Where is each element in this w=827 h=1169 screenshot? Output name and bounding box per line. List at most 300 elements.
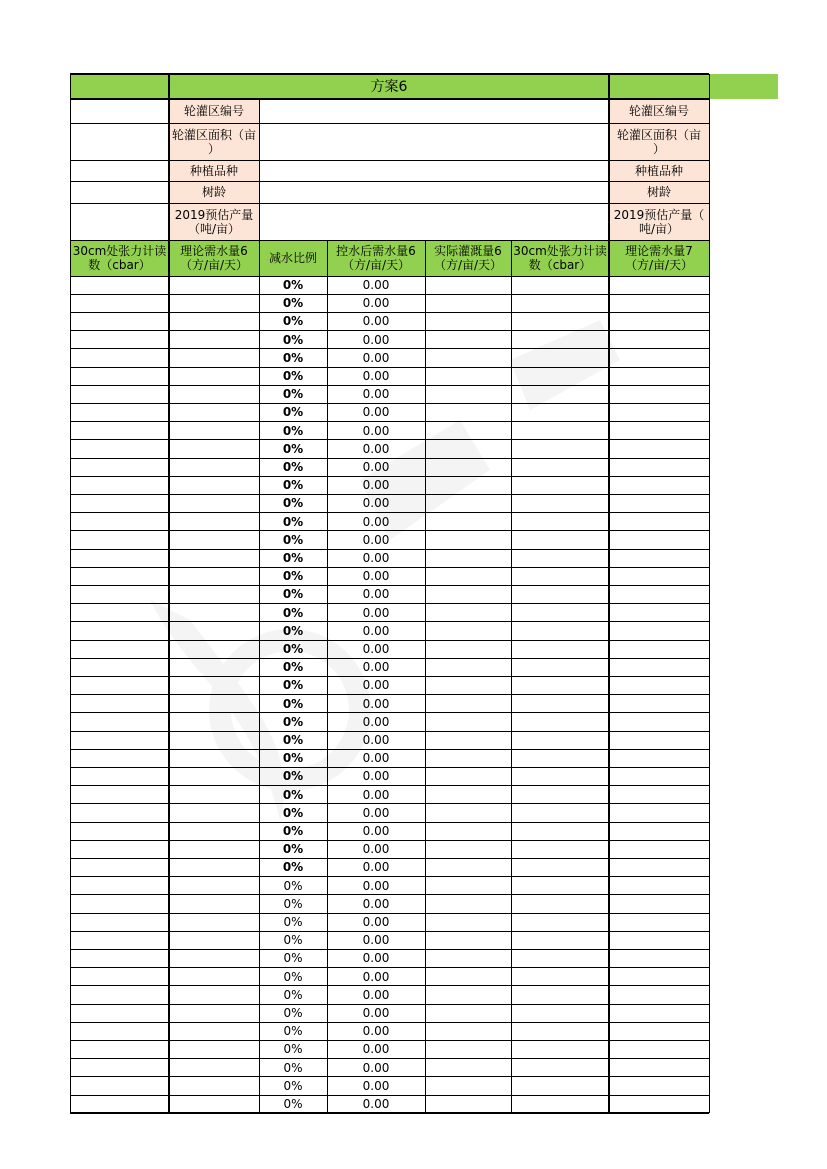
table-cell[interactable] — [70, 513, 169, 531]
table-cell[interactable] — [169, 622, 259, 640]
reduction-ratio-cell[interactable]: 0% — [283, 915, 303, 930]
info-label[interactable]: 轮灌区编号 — [169, 99, 259, 123]
water-after-control-cell[interactable]: 0.00 — [362, 1097, 390, 1112]
info-label[interactable]: 轮灌区面积（亩 ） — [169, 123, 259, 160]
table-cell[interactable] — [425, 858, 511, 876]
info-label-right[interactable]: 种植品种 — [609, 160, 709, 181]
table-cell[interactable] — [609, 1004, 709, 1022]
table-cell[interactable] — [609, 604, 709, 622]
reduction-ratio-cell[interactable]: 0% — [283, 1042, 303, 1057]
table-cell[interactable] — [609, 1022, 709, 1040]
water-after-control-cell[interactable]: 0.00 — [362, 569, 390, 584]
table-cell[interactable] — [425, 640, 511, 658]
reduction-ratio-cell[interactable]: 0% — [283, 933, 303, 948]
title-left-cell[interactable] — [70, 74, 169, 99]
table-cell[interactable] — [70, 494, 169, 512]
water-after-control-cell[interactable]: 0.00 — [362, 1078, 390, 1093]
reduction-ratio-cell[interactable]: 0% — [282, 660, 304, 675]
table-cell[interactable] — [425, 458, 511, 476]
reduction-ratio-cell[interactable]: 0% — [282, 678, 304, 693]
table-cell[interactable] — [169, 1095, 259, 1113]
reduction-ratio-cell[interactable]: 0% — [282, 369, 304, 384]
info-label-right[interactable]: 2019预估产量（ 吨/亩） — [609, 203, 709, 240]
table-cell[interactable] — [511, 731, 609, 749]
reduction-ratio-cell[interactable]: 0% — [283, 1078, 303, 1093]
table-cell[interactable] — [609, 476, 709, 494]
table-cell[interactable] — [425, 513, 511, 531]
table-cell[interactable] — [511, 1077, 609, 1095]
water-after-control-cell[interactable]: 0.00 — [362, 405, 390, 420]
table-cell[interactable] — [425, 494, 511, 512]
table-cell[interactable] — [70, 1040, 169, 1058]
water-after-control-cell[interactable]: 0.00 — [362, 787, 390, 802]
water-after-control-cell[interactable]: 0.00 — [362, 951, 390, 966]
table-cell[interactable] — [511, 476, 609, 494]
table-cell[interactable] — [425, 767, 511, 785]
table-cell[interactable] — [511, 367, 609, 385]
table-cell[interactable] — [169, 312, 259, 330]
table-cell[interactable] — [511, 458, 609, 476]
reduction-ratio-cell[interactable]: 0% — [282, 696, 304, 711]
table-cell[interactable] — [425, 804, 511, 822]
table-cell[interactable] — [70, 312, 169, 330]
table-cell[interactable] — [511, 513, 609, 531]
reduction-ratio-cell[interactable]: 0% — [283, 1097, 303, 1112]
table-cell[interactable] — [169, 676, 259, 694]
table-cell[interactable] — [609, 786, 709, 804]
table-cell[interactable] — [425, 440, 511, 458]
table-cell[interactable] — [425, 422, 511, 440]
table-cell[interactable] — [169, 749, 259, 767]
table-cell[interactable] — [70, 1077, 169, 1095]
table-cell[interactable] — [511, 494, 609, 512]
table-cell[interactable] — [609, 731, 709, 749]
table-cell[interactable] — [425, 312, 511, 330]
water-after-control-cell[interactable]: 0.00 — [362, 551, 390, 566]
table-cell[interactable] — [425, 476, 511, 494]
table-cell[interactable] — [609, 695, 709, 713]
table-cell[interactable] — [70, 749, 169, 767]
reduction-ratio-cell[interactable]: 0% — [282, 569, 304, 584]
table-cell[interactable] — [70, 840, 169, 858]
table-cell[interactable] — [169, 968, 259, 986]
table-cell[interactable] — [425, 276, 511, 294]
table-cell[interactable] — [609, 913, 709, 931]
water-after-control-cell[interactable]: 0.00 — [362, 987, 390, 1002]
reduction-ratio-cell[interactable]: 0% — [282, 605, 304, 620]
column-header[interactable]: 理论需水量6 （方/亩/天） — [169, 240, 259, 276]
water-after-control-cell[interactable]: 0.00 — [362, 969, 390, 984]
table-cell[interactable] — [169, 567, 259, 585]
table-cell[interactable] — [70, 658, 169, 676]
table-cell[interactable] — [425, 877, 511, 895]
reduction-ratio-cell[interactable]: 0% — [282, 623, 304, 638]
table-cell[interactable] — [70, 403, 169, 421]
table-cell[interactable] — [70, 949, 169, 967]
table-cell[interactable] — [609, 676, 709, 694]
table-cell[interactable] — [70, 476, 169, 494]
reduction-ratio-cell[interactable]: 0% — [282, 824, 304, 839]
water-after-control-cell[interactable]: 0.00 — [362, 387, 390, 402]
table-cell[interactable] — [425, 604, 511, 622]
table-cell[interactable] — [609, 840, 709, 858]
table-cell[interactable] — [609, 931, 709, 949]
reduction-ratio-cell[interactable]: 0% — [282, 496, 304, 511]
column-header[interactable]: 30cm处张力计读 数（cbar） — [511, 240, 609, 276]
table-cell[interactable] — [511, 331, 609, 349]
table-cell[interactable] — [425, 349, 511, 367]
table-cell[interactable] — [70, 294, 169, 312]
water-after-control-cell[interactable]: 0.00 — [362, 642, 390, 657]
table-cell[interactable] — [511, 986, 609, 1004]
table-cell[interactable] — [609, 822, 709, 840]
table-cell[interactable] — [609, 331, 709, 349]
reduction-ratio-cell[interactable]: 0% — [282, 751, 304, 766]
table-cell[interactable] — [70, 422, 169, 440]
table-cell[interactable] — [70, 604, 169, 622]
table-cell[interactable] — [511, 1022, 609, 1040]
water-after-control-cell[interactable]: 0.00 — [362, 751, 390, 766]
table-cell[interactable] — [425, 658, 511, 676]
column-header[interactable]: 实际灌溉量6 （方/亩/天） — [425, 240, 511, 276]
table-cell[interactable] — [70, 877, 169, 895]
table-cell[interactable] — [169, 585, 259, 603]
reduction-ratio-cell[interactable]: 0% — [282, 587, 304, 602]
table-cell[interactable] — [609, 349, 709, 367]
info-label-right[interactable]: 树龄 — [609, 181, 709, 203]
reduction-ratio-cell[interactable]: 0% — [282, 350, 304, 365]
table-cell[interactable] — [70, 931, 169, 949]
table-cell[interactable] — [169, 331, 259, 349]
table-cell[interactable] — [425, 294, 511, 312]
table-cell[interactable] — [70, 367, 169, 385]
water-after-control-cell[interactable]: 0.00 — [362, 587, 390, 602]
table-cell[interactable] — [70, 986, 169, 1004]
reduction-ratio-cell[interactable]: 0% — [282, 642, 304, 657]
table-cell[interactable] — [70, 440, 169, 458]
water-after-control-cell[interactable]: 0.00 — [362, 350, 390, 365]
table-cell[interactable] — [511, 676, 609, 694]
info-label[interactable]: 种植品种 — [169, 160, 259, 181]
info-label[interactable]: 2019预估产量 （吨/亩） — [169, 203, 259, 240]
table-cell[interactable] — [70, 385, 169, 403]
table-cell[interactable] — [609, 312, 709, 330]
table-cell[interactable] — [609, 531, 709, 549]
table-cell[interactable] — [511, 804, 609, 822]
water-after-control-cell[interactable]: 0.00 — [362, 369, 390, 384]
reduction-ratio-cell[interactable]: 0% — [282, 405, 304, 420]
table-cell[interactable] — [609, 422, 709, 440]
table-cell[interactable] — [169, 840, 259, 858]
table-cell[interactable] — [425, 331, 511, 349]
table-cell[interactable] — [169, 494, 259, 512]
reduction-ratio-cell[interactable]: 0% — [282, 296, 304, 311]
info-value-input[interactable] — [259, 99, 609, 123]
table-cell[interactable] — [425, 913, 511, 931]
table-cell[interactable] — [609, 749, 709, 767]
table-cell[interactable] — [169, 931, 259, 949]
reduction-ratio-cell[interactable]: 0% — [283, 1024, 303, 1039]
water-after-control-cell[interactable]: 0.00 — [362, 514, 390, 529]
reduction-ratio-cell[interactable]: 0% — [282, 423, 304, 438]
table-cell[interactable] — [425, 949, 511, 967]
table-cell[interactable] — [70, 276, 169, 294]
table-cell[interactable] — [511, 422, 609, 440]
info-label-right[interactable]: 轮灌区面积（亩 ） — [609, 123, 709, 160]
table-cell[interactable] — [511, 349, 609, 367]
water-after-control-cell[interactable]: 0.00 — [362, 1060, 390, 1075]
table-cell[interactable] — [425, 968, 511, 986]
table-cell[interactable] — [169, 949, 259, 967]
info-blank-left[interactable] — [70, 99, 169, 123]
reduction-ratio-cell[interactable]: 0% — [282, 478, 304, 493]
table-cell[interactable] — [425, 367, 511, 385]
reduction-ratio-cell[interactable]: 0% — [283, 969, 303, 984]
table-cell[interactable] — [425, 585, 511, 603]
table-cell[interactable] — [609, 895, 709, 913]
info-blank-left[interactable] — [70, 203, 169, 240]
table-cell[interactable] — [609, 440, 709, 458]
table-cell[interactable] — [425, 1059, 511, 1077]
table-cell[interactable] — [425, 786, 511, 804]
table-cell[interactable] — [169, 403, 259, 421]
table-cell[interactable] — [511, 840, 609, 858]
table-cell[interactable] — [425, 713, 511, 731]
table-cell[interactable] — [511, 403, 609, 421]
table-cell[interactable] — [511, 440, 609, 458]
water-after-control-cell[interactable]: 0.00 — [362, 441, 390, 456]
table-cell[interactable] — [70, 731, 169, 749]
table-cell[interactable] — [609, 713, 709, 731]
table-cell[interactable] — [425, 895, 511, 913]
water-after-control-cell[interactable]: 0.00 — [362, 842, 390, 857]
table-cell[interactable] — [511, 1095, 609, 1113]
water-after-control-cell[interactable]: 0.00 — [362, 824, 390, 839]
table-cell[interactable] — [511, 276, 609, 294]
table-cell[interactable] — [511, 786, 609, 804]
water-after-control-cell[interactable]: 0.00 — [362, 1024, 390, 1039]
water-after-control-cell[interactable]: 0.00 — [362, 1042, 390, 1057]
info-value-input[interactable] — [259, 160, 609, 181]
table-cell[interactable] — [425, 676, 511, 694]
table-cell[interactable] — [169, 913, 259, 931]
table-cell[interactable] — [70, 640, 169, 658]
table-cell[interactable] — [511, 385, 609, 403]
info-blank-left[interactable] — [70, 181, 169, 203]
table-cell[interactable] — [70, 913, 169, 931]
table-cell[interactable] — [425, 549, 511, 567]
water-after-control-cell[interactable]: 0.00 — [362, 605, 390, 620]
table-cell[interactable] — [70, 1022, 169, 1040]
table-cell[interactable] — [70, 458, 169, 476]
table-cell[interactable] — [169, 276, 259, 294]
table-cell[interactable] — [425, 931, 511, 949]
table-cell[interactable] — [169, 786, 259, 804]
table-cell[interactable] — [511, 312, 609, 330]
table-cell[interactable] — [511, 695, 609, 713]
table-cell[interactable] — [609, 276, 709, 294]
table-cell[interactable] — [609, 804, 709, 822]
table-cell[interactable] — [70, 1004, 169, 1022]
table-cell[interactable] — [70, 549, 169, 567]
table-cell[interactable] — [609, 458, 709, 476]
table-cell[interactable] — [169, 385, 259, 403]
water-after-control-cell[interactable]: 0.00 — [362, 805, 390, 820]
reduction-ratio-cell[interactable]: 0% — [282, 441, 304, 456]
table-cell[interactable] — [609, 640, 709, 658]
table-cell[interactable] — [511, 749, 609, 767]
table-cell[interactable] — [70, 695, 169, 713]
water-after-control-cell[interactable]: 0.00 — [362, 860, 390, 875]
table-cell[interactable] — [511, 949, 609, 967]
info-label[interactable]: 树龄 — [169, 181, 259, 203]
column-header[interactable]: 30cm处张力计读 数（cbar） — [70, 240, 169, 276]
reduction-ratio-cell[interactable]: 0% — [282, 769, 304, 784]
table-cell[interactable] — [169, 458, 259, 476]
table-cell[interactable] — [609, 385, 709, 403]
table-cell[interactable] — [169, 1077, 259, 1095]
reduction-ratio-cell[interactable]: 0% — [282, 387, 304, 402]
table-cell[interactable] — [425, 1077, 511, 1095]
table-cell[interactable] — [169, 440, 259, 458]
table-cell[interactable] — [169, 1004, 259, 1022]
water-after-control-cell[interactable]: 0.00 — [362, 696, 390, 711]
table-cell[interactable] — [169, 713, 259, 731]
table-cell[interactable] — [70, 713, 169, 731]
water-after-control-cell[interactable]: 0.00 — [362, 532, 390, 547]
table-cell[interactable] — [609, 1040, 709, 1058]
table-cell[interactable] — [609, 513, 709, 531]
table-cell[interactable] — [70, 349, 169, 367]
table-cell[interactable] — [609, 858, 709, 876]
reduction-ratio-cell[interactable]: 0% — [282, 332, 304, 347]
reduction-ratio-cell[interactable]: 0% — [283, 951, 303, 966]
table-cell[interactable] — [609, 549, 709, 567]
table-cell[interactable] — [169, 895, 259, 913]
table-cell[interactable] — [70, 1059, 169, 1077]
table-cell[interactable] — [169, 294, 259, 312]
table-cell[interactable] — [425, 385, 511, 403]
table-cell[interactable] — [169, 1040, 259, 1058]
column-header[interactable]: 理论需水量7 （方/亩/天） — [609, 240, 709, 276]
table-cell[interactable] — [511, 658, 609, 676]
table-cell[interactable] — [511, 913, 609, 931]
reduction-ratio-cell[interactable]: 0% — [283, 1006, 303, 1021]
table-cell[interactable] — [425, 986, 511, 1004]
table-cell[interactable] — [425, 840, 511, 858]
table-cell[interactable] — [609, 403, 709, 421]
water-after-control-cell[interactable]: 0.00 — [362, 714, 390, 729]
table-cell[interactable] — [70, 331, 169, 349]
table-cell[interactable] — [169, 513, 259, 531]
table-cell[interactable] — [70, 622, 169, 640]
table-cell[interactable] — [425, 567, 511, 585]
water-after-control-cell[interactable]: 0.00 — [362, 460, 390, 475]
title-right-cell[interactable] — [609, 74, 778, 99]
table-cell[interactable] — [609, 1059, 709, 1077]
table-cell[interactable] — [609, 658, 709, 676]
water-after-control-cell[interactable]: 0.00 — [362, 878, 390, 893]
page-title[interactable]: 方案6 — [169, 74, 609, 99]
column-header[interactable]: 减水比例 — [259, 240, 327, 276]
table-cell[interactable] — [609, 877, 709, 895]
water-after-control-cell[interactable]: 0.00 — [362, 296, 390, 311]
table-cell[interactable] — [425, 1022, 511, 1040]
table-cell[interactable] — [70, 858, 169, 876]
table-cell[interactable] — [511, 294, 609, 312]
table-cell[interactable] — [70, 968, 169, 986]
table-cell[interactable] — [511, 567, 609, 585]
water-after-control-cell[interactable]: 0.00 — [362, 915, 390, 930]
table-cell[interactable] — [511, 767, 609, 785]
water-after-control-cell[interactable]: 0.00 — [362, 896, 390, 911]
table-cell[interactable] — [169, 1059, 259, 1077]
table-cell[interactable] — [511, 549, 609, 567]
table-cell[interactable] — [609, 1095, 709, 1113]
table-cell[interactable] — [169, 877, 259, 895]
table-cell[interactable] — [425, 1095, 511, 1113]
reduction-ratio-cell[interactable]: 0% — [282, 532, 304, 547]
reduction-ratio-cell[interactable]: 0% — [283, 987, 303, 1002]
table-cell[interactable] — [609, 1077, 709, 1095]
table-cell[interactable] — [425, 531, 511, 549]
reduction-ratio-cell[interactable]: 0% — [282, 733, 304, 748]
table-cell[interactable] — [609, 294, 709, 312]
water-after-control-cell[interactable]: 0.00 — [362, 933, 390, 948]
table-cell[interactable] — [609, 767, 709, 785]
table-cell[interactable] — [70, 895, 169, 913]
table-cell[interactable] — [511, 1059, 609, 1077]
table-cell[interactable] — [609, 622, 709, 640]
water-after-control-cell[interactable]: 0.00 — [362, 769, 390, 784]
reduction-ratio-cell[interactable]: 0% — [282, 805, 304, 820]
table-cell[interactable] — [511, 640, 609, 658]
table-cell[interactable] — [70, 1095, 169, 1113]
table-cell[interactable] — [609, 949, 709, 967]
table-cell[interactable] — [70, 804, 169, 822]
info-blank-left[interactable] — [70, 123, 169, 160]
table-cell[interactable] — [425, 403, 511, 421]
table-cell[interactable] — [169, 731, 259, 749]
table-cell[interactable] — [511, 622, 609, 640]
table-cell[interactable] — [511, 931, 609, 949]
table-cell[interactable] — [169, 767, 259, 785]
reduction-ratio-cell[interactable]: 0% — [282, 314, 304, 329]
reduction-ratio-cell[interactable]: 0% — [282, 278, 304, 293]
reduction-ratio-cell[interactable]: 0% — [282, 787, 304, 802]
table-cell[interactable] — [70, 531, 169, 549]
table-cell[interactable] — [169, 695, 259, 713]
table-cell[interactable] — [609, 585, 709, 603]
water-after-control-cell[interactable]: 0.00 — [362, 496, 390, 511]
table-cell[interactable] — [511, 968, 609, 986]
table-cell[interactable] — [70, 822, 169, 840]
table-cell[interactable] — [70, 786, 169, 804]
table-cell[interactable] — [609, 494, 709, 512]
table-cell[interactable] — [609, 986, 709, 1004]
info-value-input[interactable] — [259, 203, 609, 240]
table-cell[interactable] — [425, 622, 511, 640]
table-cell[interactable] — [169, 549, 259, 567]
table-cell[interactable] — [169, 367, 259, 385]
water-after-control-cell[interactable]: 0.00 — [362, 623, 390, 638]
table-cell[interactable] — [511, 1004, 609, 1022]
reduction-ratio-cell[interactable]: 0% — [283, 1060, 303, 1075]
column-header[interactable]: 控水后需水量6 （方/亩/天） — [327, 240, 425, 276]
table-cell[interactable] — [169, 604, 259, 622]
table-cell[interactable] — [169, 422, 259, 440]
table-cell[interactable] — [70, 567, 169, 585]
